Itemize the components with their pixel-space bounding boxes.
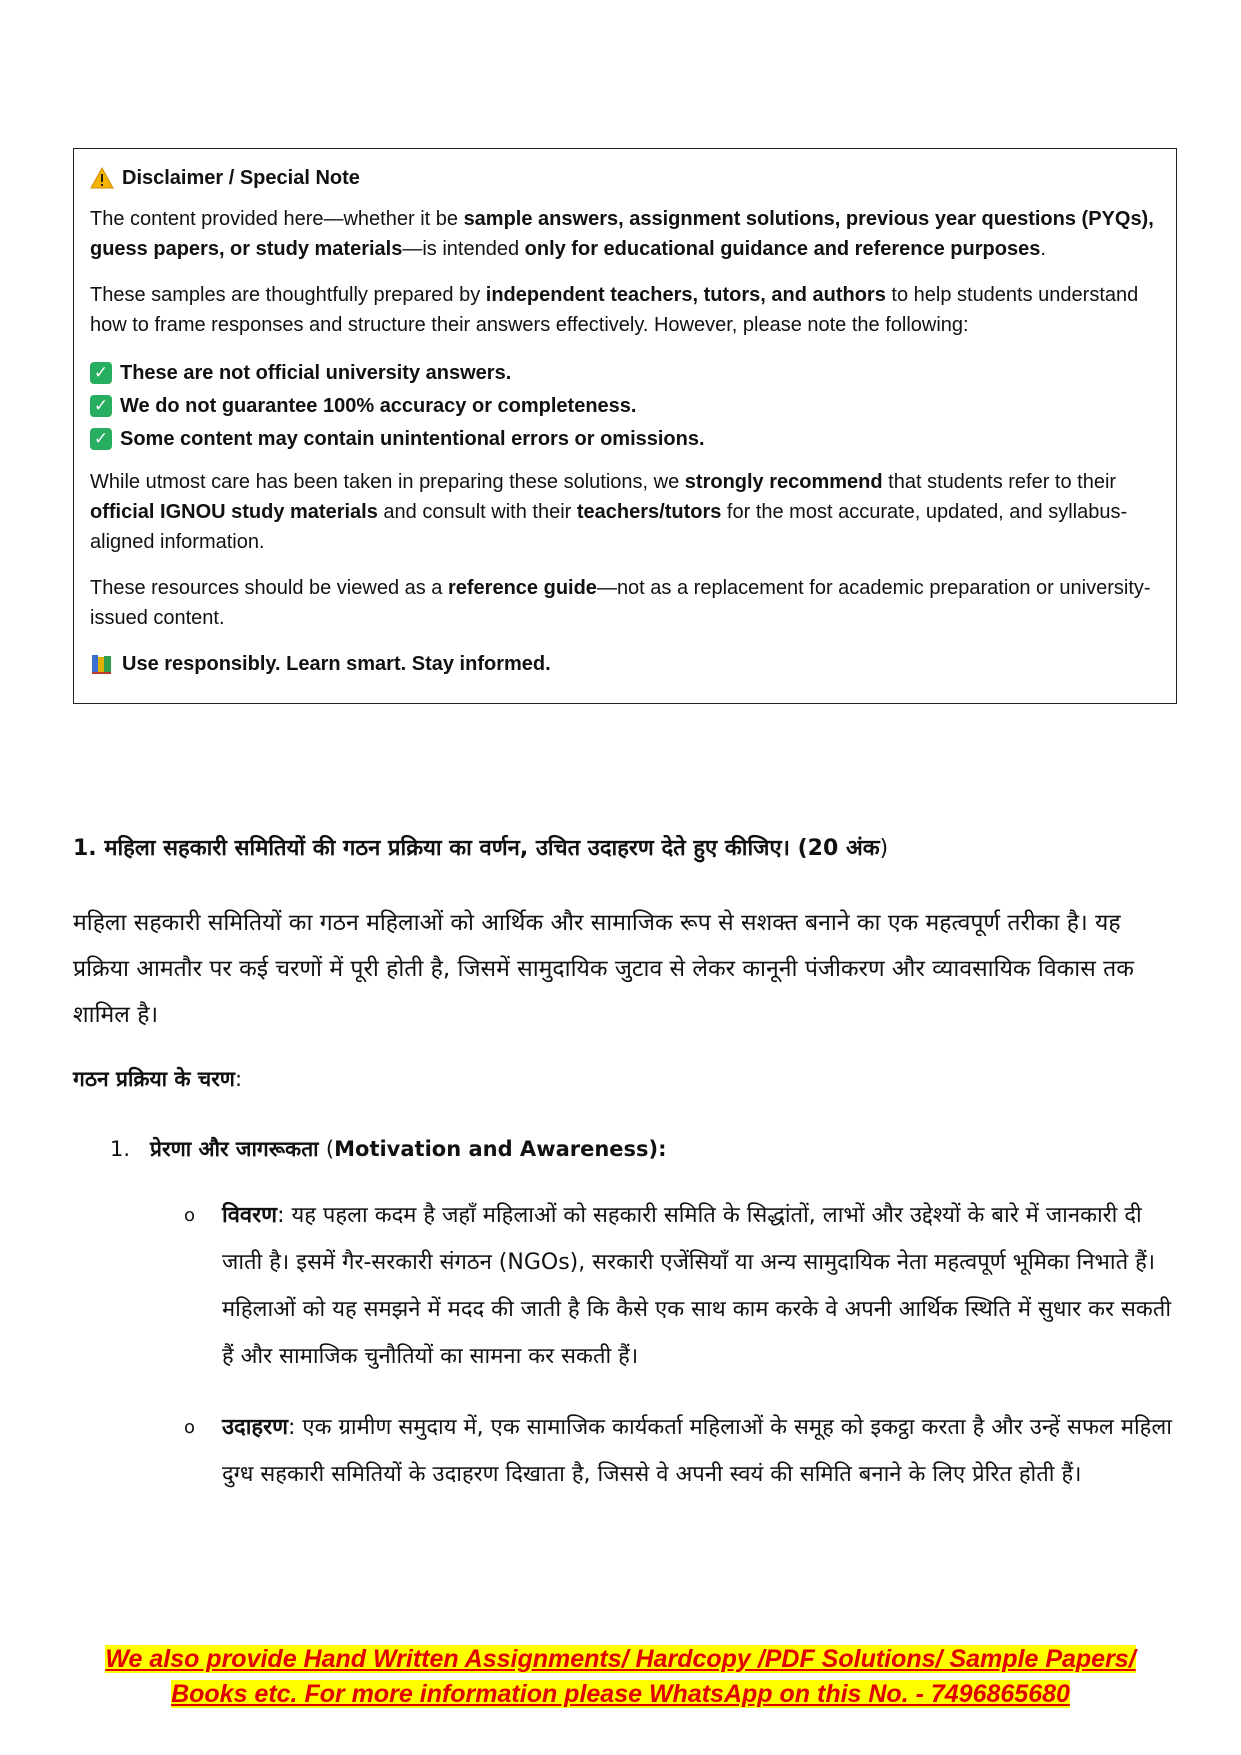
disclaimer-paragraph-2: These samples are thoughtfully prepared by independent teachers, tutors, and authors to help students understand how to frame responses and structure their answers effectively. However, please note the following: bbox=[90, 284, 1139, 336]
check-item: ✓ We do not guarantee 100% accuracy or completeness. bbox=[90, 389, 1160, 422]
check-item: ✓ These are not official university answers. bbox=[90, 356, 1160, 389]
check-mark-icon: ✓ bbox=[90, 395, 112, 417]
circle-bullet-icon: o bbox=[184, 1205, 196, 1226]
warning-icon bbox=[90, 167, 114, 189]
disclaimer-paragraph-3: While utmost care has been taken in preparing these solutions, we strongly recommend that students refer to their official IGNOU study materials and consult with their teachers/tutors for the most accurate, updated, and syllabus-aligned information. bbox=[90, 471, 1128, 553]
disclaimer-paragraph-4: These resources should be viewed as a reference guide—not as a replacement for academic preparation or university-issued content. bbox=[90, 577, 1151, 629]
bullet-example: o उदाहरण: एक ग्रामीण समुदाय में, एक सामाजिक कार्यकर्ता महिलाओं के समूह को इकट्ठा करता है और उन्हें सफल महिला दुग्ध सहकारी समितियों के उदाहरण दिखाता है, जिससे वे अपनी स्वयं की समिति बनाने के लिए प्रेरित होती हैं। bbox=[184, 1404, 1184, 1498]
promo-line-1: We also provide Hand Written Assignments/ Hardcopy /PDF Solutions/ Sample Papers/ bbox=[105, 1645, 1136, 1673]
circle-bullet-icon: o bbox=[184, 1417, 196, 1438]
check-mark-icon: ✓ bbox=[90, 362, 112, 384]
step-item bbox=[110, 1132, 667, 1166]
question-heading: 1. महिला सहकारी समितियों की गठन प्रक्रिया का वर्णन, उचित उदाहरण देते हुए कीजिए। (20 अंक) bbox=[73, 836, 889, 861]
step-number: 1. bbox=[110, 1137, 131, 1161]
intro-paragraph: महिला सहकारी समितियों का गठन महिलाओं को आर्थिक और सामाजिक रूप से सशक्त बनाने का एक महत्वपूर्ण तरीका है। यह प्रक्रिया आमतौर पर कई चरणों में पूरी होती है, जिसमें सामुदायिक जुटाव से लेकर कानूनी पंजीकरण और व्यावसायिक विकास तक शामिल है। bbox=[73, 910, 1134, 1028]
disclaimer-title: Disclaimer / Special Note bbox=[90, 163, 1160, 193]
section-subheading: गठन प्रक्रिया के चरण: bbox=[73, 1067, 243, 1091]
promo-line-2: Books etc. For more information please WhatsApp on this No. - 7496865680 bbox=[171, 1680, 1070, 1708]
disclaimer-paragraph-1: The content provided here—whether it be sample answers, assignment solutions, previous year questions (PYQs), guess papers, or study materials—is intended only for educational guidance and reference purposes. bbox=[90, 208, 1154, 260]
step-title: प्रेरणा और जागरूकता (Motivation and Awareness): bbox=[150, 1137, 667, 1161]
disclaimer-checklist bbox=[90, 356, 1160, 455]
check-mark-icon: ✓ bbox=[90, 428, 112, 450]
promo-banner bbox=[0, 1642, 1241, 1712]
check-item: ✓ Some content may contain unintentional errors or omissions. bbox=[90, 422, 1160, 455]
bullet-description: o विवरण: यह पहला कदम है जहाँ महिलाओं को सहकारी समिति के सिद्धांतों, लाभों और उद्देश्यों के बारे में जानकारी दी जाती है। इसमें गैर-सरकारी संगठन (NGOs), सरकारी एजेंसियाँ या अन्य सामुदायिक नेता महत्वपूर्ण भूमिका निभाते हैं। महिलाओं को यह समझने में मदद की जाती है कि कैसे एक साथ काम करके वे अपनी आर्थिक स्थिति में सुधार कर सकती हैं और सामाजिक चुनौतियों का सामना कर सकती हैं। bbox=[184, 1192, 1184, 1380]
books-icon bbox=[90, 652, 114, 676]
disclaimer-box bbox=[73, 148, 1177, 704]
disclaimer-footer: Use responsibly. Learn smart. Stay informed. bbox=[90, 649, 1160, 679]
